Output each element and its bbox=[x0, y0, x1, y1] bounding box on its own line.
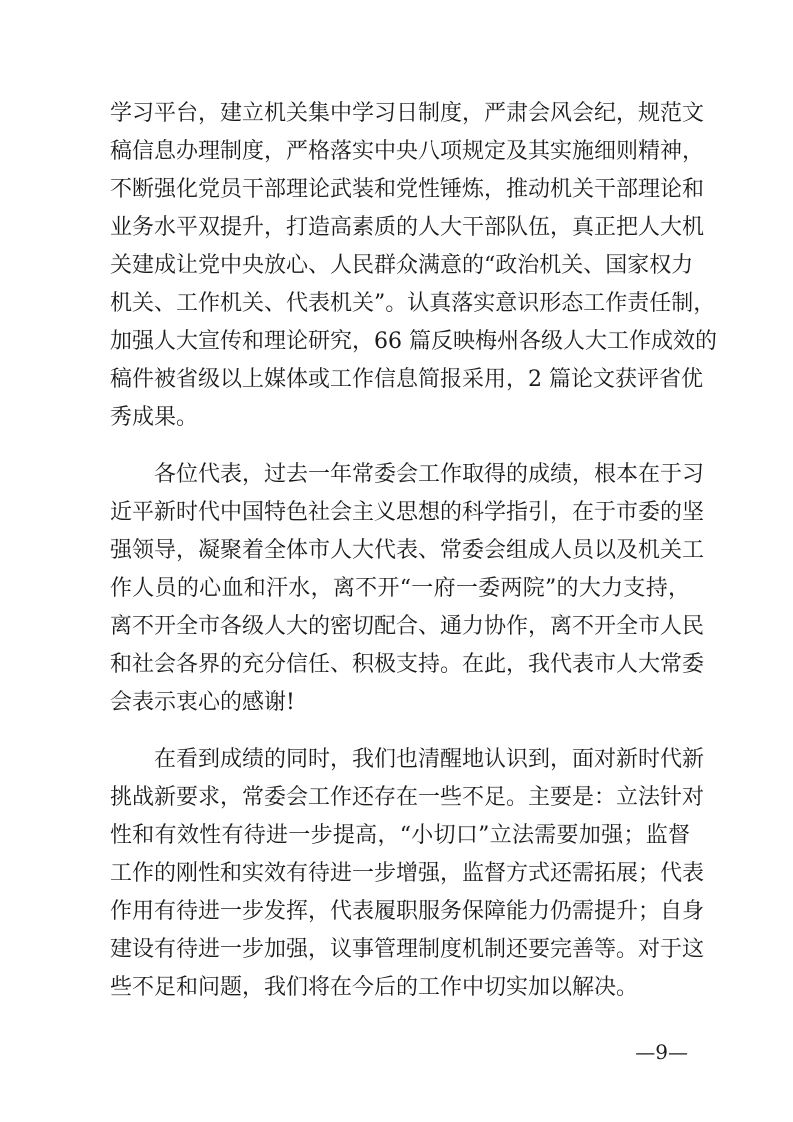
page-number: —9— bbox=[635, 1040, 688, 1064]
text-line: 关建成让党中央放心、人民群众满意的“政治机关、国家权力 bbox=[110, 253, 694, 278]
text-line: 学习平台，建立机关集中学习日制度，严肃会风会纪，规范文 bbox=[110, 101, 705, 126]
text-line: 近平新时代中国特色社会主义思想的科学指引，在于市委的坚 bbox=[110, 500, 705, 525]
text-line: 离不开全市各级人大的密切配合、通力协作，离不开全市人民 bbox=[110, 614, 705, 639]
text-line: 挑战新要求，常委会工作还存在一些不足。主要是：立法针对 bbox=[110, 785, 705, 810]
paragraph-spacer bbox=[110, 722, 690, 741]
text-line: 稿信息办理制度，严格落实中央八项规定及其实施细则精神， bbox=[110, 139, 705, 164]
text-line: 业务水平双提升，打造高素质的人大干部队伍，真正把人大机 bbox=[110, 215, 705, 240]
text-line: 作人员的心血和汗水，离不开“一府一委两院”的大力支持， bbox=[110, 576, 690, 601]
text-line: 秀成果。 bbox=[110, 405, 199, 430]
text-line: 稿件被省级以上媒体或工作信息简报采用，2 篇论文获评省优 bbox=[110, 367, 703, 392]
text-line: 不断强化党员干部理论武装和党性锤炼，推动机关干部理论和 bbox=[110, 177, 705, 202]
body-text bbox=[110, 95, 717, 1007]
text-line: 机关、工作机关、代表机关”。认真落实意识形态工作责任制， bbox=[110, 291, 716, 316]
text-line: 些不足和问题，我们将在今后的工作中切实加以解决。 bbox=[110, 975, 639, 1000]
paragraph-spacer bbox=[110, 437, 690, 456]
text-line: 工作的刚性和实效有待进一步增强，监督方式还需拓展；代表 bbox=[110, 861, 705, 886]
paragraph-3 bbox=[110, 741, 705, 1007]
text-line: 性和有效性有待进一步提高，“小切口”立法需要加强；监督 bbox=[110, 823, 690, 848]
text-line: 强领导，凝聚着全体市人大代表、常委会组成人员以及机关工 bbox=[110, 538, 705, 563]
paragraph-1 bbox=[110, 95, 717, 437]
text-line: 在看到成绩的同时，我们也清醒地认识到，面对新时代新 bbox=[110, 747, 705, 772]
text-line: 作用有待进一步发挥，代表履职服务保障能力仍需提升；自身 bbox=[110, 899, 705, 924]
text-line: 和社会各界的充分信任、积极支持。在此，我代表市人大常委 bbox=[110, 652, 705, 677]
paragraph-2 bbox=[110, 456, 705, 722]
text-line: 加强人大宣传和理论研究，66 篇反映梅州各级人大工作成效的 bbox=[110, 329, 717, 354]
text-line: 建设有待进一步加强，议事管理制度机制还要完善等。对于这 bbox=[110, 937, 705, 962]
text-line: 会表示衷心的感谢! bbox=[110, 690, 295, 715]
text-line: 各位代表，过去一年常委会工作取得的成绩，根本在于习 bbox=[110, 462, 705, 487]
